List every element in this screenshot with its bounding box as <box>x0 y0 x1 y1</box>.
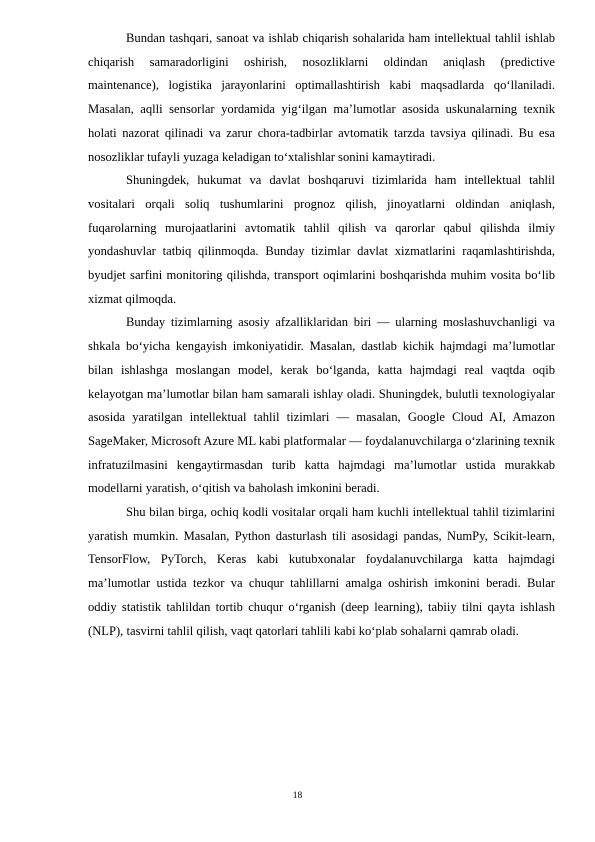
paragraph-government: Shuningdek, hukumat va davlat boshqaruvi tizimlarida ham intellektual tahlil vositalari orqali soliq tushumlarini prognoz qilish, jinoyatlarni oldindan aniqlash, fuqarolarning murojaatlarini avtomatik tahlil qilish va qarorlar qabul qilishda ilmiy yondashuvlar tatbiq qilinmoqda. Bunday tizimlar davlat xizmatlarini raqamlashtirishda, byudjet sarfini monitoring qilishda, transport oqimlarini boshqarishda muhim vosita bo‘lib xizmat qilmoqda. <box>88 173 555 306</box>
paragraph-industry: Bundan tashqari, sanoat va ishlab chiqarish sohalarida ham intellektual tahlil ishlab chiqarish samaradorligini oshirish, nosozliklarni oldindan aniqlash (predictive maintenance), logistika jarayonlarini optimallashtirish kabi maqsadlarda qo‘llaniladi. Masalan, aqlli sensorlar yordamida yig‘ilgan ma’lumotlar asosida uskunalarning texnik holati nazorat qilinadi va zarur chora-tadbirlar avtomatik tarzda tavsiya qilinadi. Bu esa nosozliklar tufayli yuzaga keladigan to‘xtalishlar sonini kamaytiradi. <box>88 31 555 164</box>
page-number: 18 <box>292 791 303 801</box>
paragraph-advantages: Bunday tizimlarning asosiy afzalliklaridan biri — ularning moslashuvchanligi va shkala bo‘yicha kengayish imkoniyatidir. Masalan, dastlab kichik hajmdagi ma’lumotlar bilan ishlashga moslangan model, kerak bo‘lganda, katta hajmdagi real vaqtda oqib kelayotgan ma’lumotlar bilan ham samarali ishlay oladi. Shuningdek, bulutli texnologiyalar asosida yaratilgan intellektual tahlil tizimlari — masalan, Google Cloud AI, Amazon SageMaker, Microsoft Azure ML kabi platformalar — foydalanuvchilarga o‘zlarining texnik infratuzilmasini kengaytirmasdan turib katta hajmdagi ma’lumotlar ustida murakkab modellarni yaratish, o‘qitish va baholash imkonini beradi. <box>88 315 555 496</box>
paragraph-open-source: Shu bilan birga, ochiq kodli vositalar orqali ham kuchli intellektual tahlil tizimlarini yaratish mumkin. Masalan, Python dasturlash tili asosidagi pandas, NumPy, Scikit-learn, TensorFlow, PyTorch, Keras kabi kutubxonalar foydalanuvchilarga katta hajmdagi ma’lumotlar ustida tezkor va chuqur tahlillarni amalga oshirish imkonini beradi. Bular oddiy statistik tahlildan tortib chuqur o‘rganish (deep learning), tabiiy tilni qayta ishlash (NLP), tasvirni tahlil qilish, vaqt qatorlari tahlili kabi ko‘plab sohalarni qamrab oladi. <box>88 505 555 638</box>
document-page <box>88 27 555 643</box>
